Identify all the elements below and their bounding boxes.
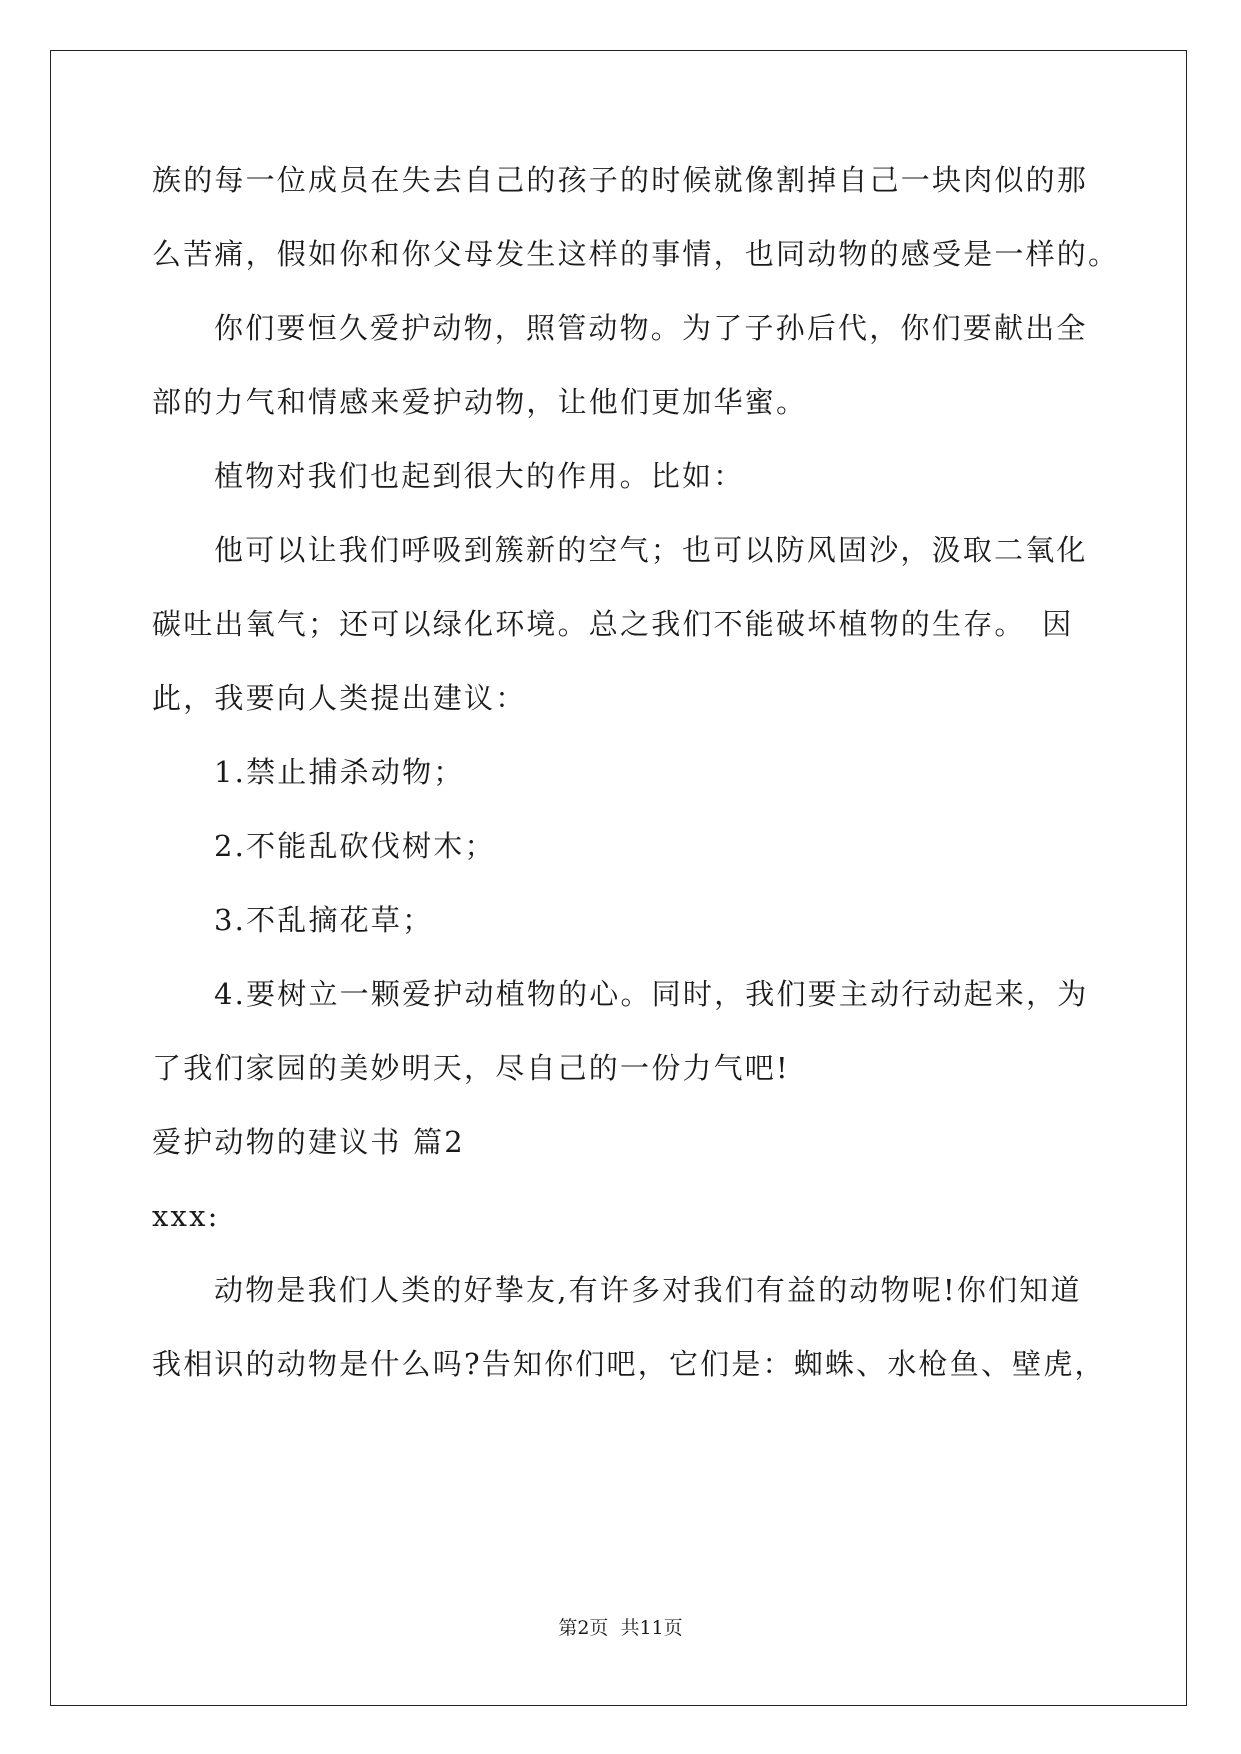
paragraph-line: 部的力气和情感来爱护动物，让他们更加华蜜。 — [152, 385, 808, 419]
page-footer — [0, 1616, 1241, 1640]
page-number: 第2页 — [558, 1617, 609, 1639]
paragraph-line: 族的每一位成员在失去自己的孩子的时候就像割掉自己一块肉似的那 — [152, 163, 1089, 197]
paragraph-line: 植物对我们也起到很大的作用。比如： — [214, 459, 745, 493]
paragraph-line: 了我们家园的美妙明天，尽自己的一份力气吧! — [152, 1051, 790, 1085]
list-item: 1.禁止捕杀动物； — [214, 755, 465, 789]
paragraph-line: 么苦痛，假如你和你父母发生这样的事情，也同动物的感受是一样的。 — [152, 237, 1120, 271]
page-total: 共11页 — [620, 1617, 683, 1639]
section-heading: 爱护动物的建议书 篇2 — [152, 1125, 465, 1159]
list-item: 3.不乱摘花草； — [214, 903, 434, 937]
list-item: 2.不能乱砍伐树木； — [214, 829, 496, 863]
paragraph-line: 动物是我们人类的好挚友,有许多对我们有益的动物呢!你们知道 — [214, 1273, 1082, 1307]
salutation: xxx: — [152, 1199, 220, 1233]
list-item: 4.要树立一颗爱护动植物的心。同时，我们要主动行动起来，为 — [214, 977, 1089, 1011]
paragraph-line: 你们要恒久爱护动物，照管动物。为了子孙后代，你们要献出全 — [214, 311, 1088, 345]
page-border — [50, 50, 1187, 1706]
paragraph-line: 我相识的动物是什么吗?告知你们吧，它们是：蜘蛛、水枪鱼、壁虎， — [152, 1347, 1106, 1381]
paragraph-line: 碳吐出氧气；还可以绿化环境。总之我们不能破坏植物的生存。 因 — [152, 607, 1074, 641]
paragraph-line: 此，我要向人类提出建议： — [152, 681, 527, 715]
paragraph-line: 他可以让我们呼吸到簇新的空气；也可以防风固沙，汲取二氧化 — [214, 533, 1088, 567]
